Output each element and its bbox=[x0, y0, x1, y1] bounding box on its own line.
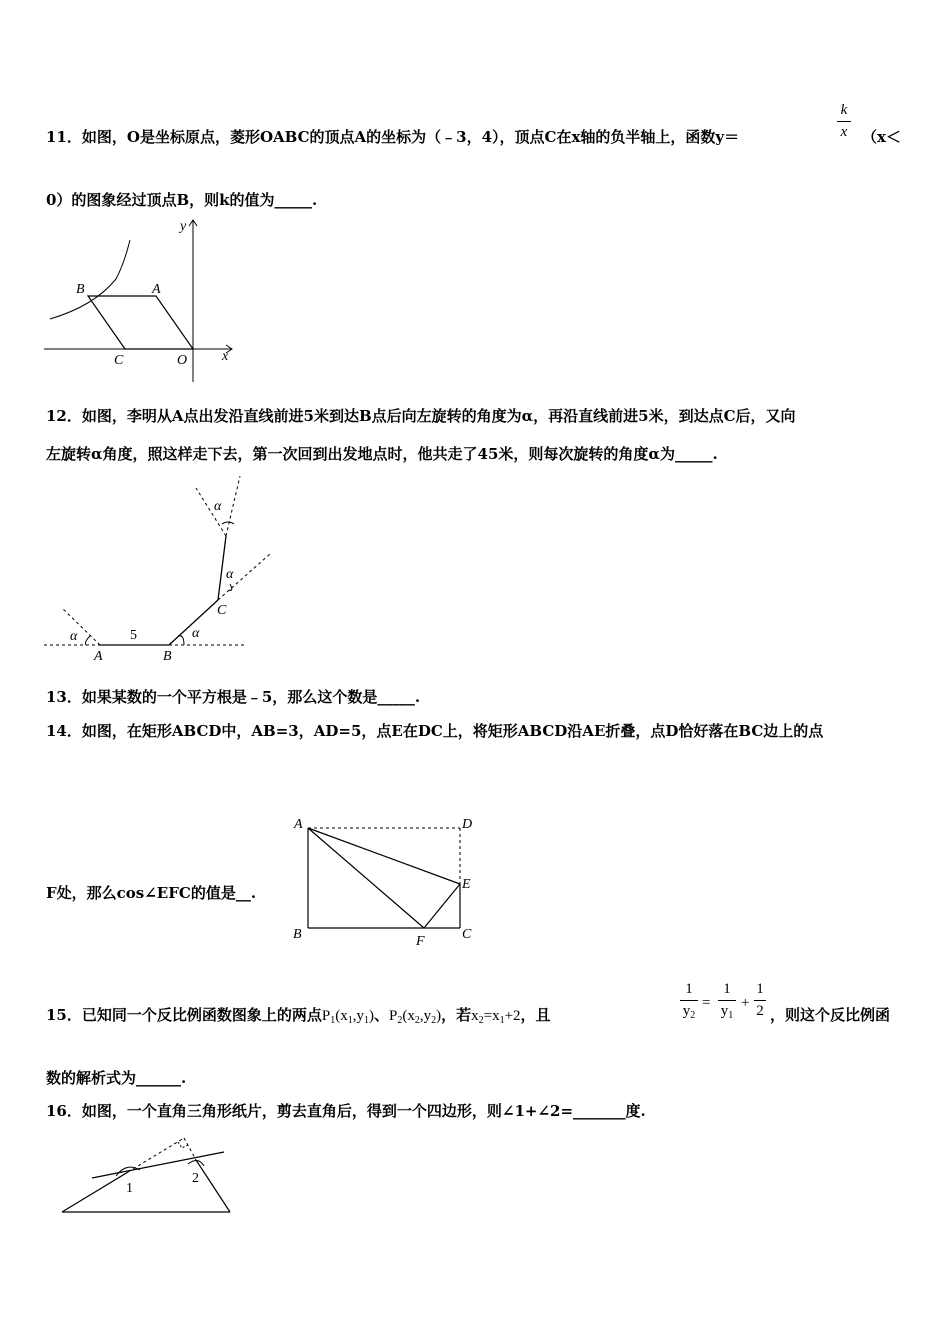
q15-tail: ，则这个反比例函 bbox=[770, 1006, 891, 1024]
q15-cond-lhs: x bbox=[471, 1008, 479, 1024]
q15-frac1-den-sub: 2 bbox=[690, 1010, 696, 1021]
q15-p2-open: (x bbox=[402, 1008, 415, 1024]
q12-alpha-A: α bbox=[70, 629, 78, 644]
q14-label-B: B bbox=[293, 927, 302, 942]
q12-alpha-B: α bbox=[192, 626, 200, 641]
q15-frac1-den: y bbox=[682, 1003, 691, 1019]
q11-figure bbox=[44, 214, 244, 384]
q11-text: 11．如图，O是坐标原点，菱形OABC的顶点A的坐标为（﹣3，4），顶点C在x轴的负半轴上，函数y＝ bbox=[46, 128, 740, 146]
q16-angle-2: 2 bbox=[192, 1171, 199, 1186]
q15-prefix: 15．已知同一个反比例函数图象上的两点 bbox=[46, 1006, 322, 1024]
q15-condition bbox=[471, 1008, 520, 1024]
q15-p1-sub: 1 bbox=[330, 1015, 336, 1026]
q15-frac1-bar bbox=[680, 1000, 698, 1001]
q15-p1-close: ) bbox=[368, 1008, 374, 1024]
q11-label-A: A bbox=[152, 282, 161, 297]
q16-figure bbox=[56, 1130, 240, 1220]
q12-label-C: C bbox=[217, 603, 227, 618]
q15-frac3-den: 2 bbox=[756, 1003, 764, 1019]
q15-sep: 、 bbox=[373, 1006, 389, 1024]
q14-line2: F处，那么cos∠EFC的值是__. bbox=[46, 884, 257, 902]
q14-line1: 14．如图，在矩形ABCD中，AB=3，AD=5，点E在DC上，将矩形ABCD沿AE折叠，点D恰好落在BC边上的点 bbox=[46, 722, 824, 740]
q15-frac3 bbox=[754, 981, 766, 1020]
q13-line1: 13．如果某数的一个平方根是﹣5，那么这个数是_____. bbox=[46, 688, 421, 706]
q11-line1-tail: （x＜ bbox=[862, 128, 901, 146]
q15-frac2 bbox=[718, 981, 736, 1021]
q11-frac-bar bbox=[837, 121, 851, 122]
q15-x1-sub: 1 bbox=[347, 1015, 353, 1026]
q15-p2 bbox=[389, 1008, 441, 1024]
q12-length: 5 bbox=[130, 628, 137, 643]
q15-frac3-bar bbox=[754, 1000, 766, 1001]
q14-label-F: F bbox=[416, 934, 425, 949]
q12-label-B: B bbox=[163, 649, 172, 664]
q15-line2: 数的解析式为______. bbox=[46, 1069, 187, 1087]
q12-alpha-C: α bbox=[226, 567, 234, 582]
q14-label-C: C bbox=[462, 927, 472, 942]
q15-frac2-num: 1 bbox=[723, 981, 731, 997]
q11-label-O: O bbox=[177, 353, 188, 368]
q15-mid: ，若 bbox=[441, 1006, 472, 1024]
q11-frac-num: k bbox=[840, 102, 848, 118]
q15-eq: = bbox=[702, 995, 711, 1011]
q15-frac1-num: 1 bbox=[685, 981, 693, 997]
q15-y2-sub: 2 bbox=[431, 1015, 437, 1026]
q12-label-A: A bbox=[94, 649, 103, 664]
q11-label-B: B bbox=[76, 282, 85, 297]
q14-label-D: D bbox=[462, 817, 473, 832]
q15-line1 bbox=[46, 1005, 551, 1031]
q16-angle-1: 1 bbox=[126, 1181, 133, 1196]
q11-frac-den: x bbox=[840, 124, 848, 140]
q15-p1-letter: P bbox=[321, 1008, 331, 1024]
q15-and: ，且 bbox=[520, 1006, 551, 1024]
q14-label-E: E bbox=[462, 877, 471, 892]
q15-frac2-bar bbox=[718, 1000, 736, 1001]
q12-line2: 左旋转α角度，照这样走下去，第一次回到出发地点时，他共走了45米，则每次旋转的角度α为_____. bbox=[46, 445, 718, 463]
q11-line1 bbox=[46, 127, 739, 147]
q15-cond-eq: =x bbox=[483, 1008, 500, 1024]
q11-label-x: x bbox=[222, 349, 229, 364]
q11-fraction bbox=[837, 102, 851, 141]
q15-cond-rhs-sub: 1 bbox=[499, 1015, 505, 1026]
q15-p2-sub: 2 bbox=[397, 1015, 403, 1026]
q14-figure bbox=[290, 814, 485, 952]
q15-frac3-num: 1 bbox=[756, 981, 764, 997]
q15-cond-lhs-sub: 2 bbox=[478, 1015, 484, 1026]
q11-line2: 0）的图象经过顶点B，则k的值为_____. bbox=[46, 191, 318, 209]
q15-x2-sub: 2 bbox=[414, 1015, 420, 1026]
q15-p1-open: (x bbox=[335, 1008, 348, 1024]
q15-frac2-den: y bbox=[720, 1003, 729, 1019]
q15-frac2-den-sub: 1 bbox=[728, 1010, 734, 1021]
q11-label-y: y bbox=[180, 219, 187, 234]
q14-label-A: A bbox=[294, 817, 303, 832]
q15-plus: + bbox=[741, 995, 750, 1011]
q15-frac1 bbox=[680, 981, 698, 1021]
q15-cond-tail: +2 bbox=[504, 1008, 521, 1024]
q15-p2-comma: ,y bbox=[419, 1008, 432, 1024]
q16-line1: 16．如图，一个直角三角形纸片，剪去直角后，得到一个四边形，则∠1+∠2=_______度. bbox=[46, 1102, 646, 1120]
q15-p1 bbox=[322, 1008, 374, 1024]
q15-p1-comma: ,y bbox=[352, 1008, 364, 1024]
q15-p2-close: ) bbox=[436, 1008, 442, 1024]
q12-figure bbox=[44, 474, 276, 666]
q15-p2-letter: P bbox=[389, 1008, 398, 1024]
q15-y1-sub: 1 bbox=[363, 1015, 369, 1026]
q12-alpha-D: α bbox=[214, 499, 222, 514]
q11-label-C: C bbox=[114, 353, 124, 368]
q12-line1: 12．如图，李明从A点出发沿直线前进5米到达B点后向左旋转的角度为α，再沿直线前进5米，到达点C后，又向 bbox=[46, 407, 796, 425]
